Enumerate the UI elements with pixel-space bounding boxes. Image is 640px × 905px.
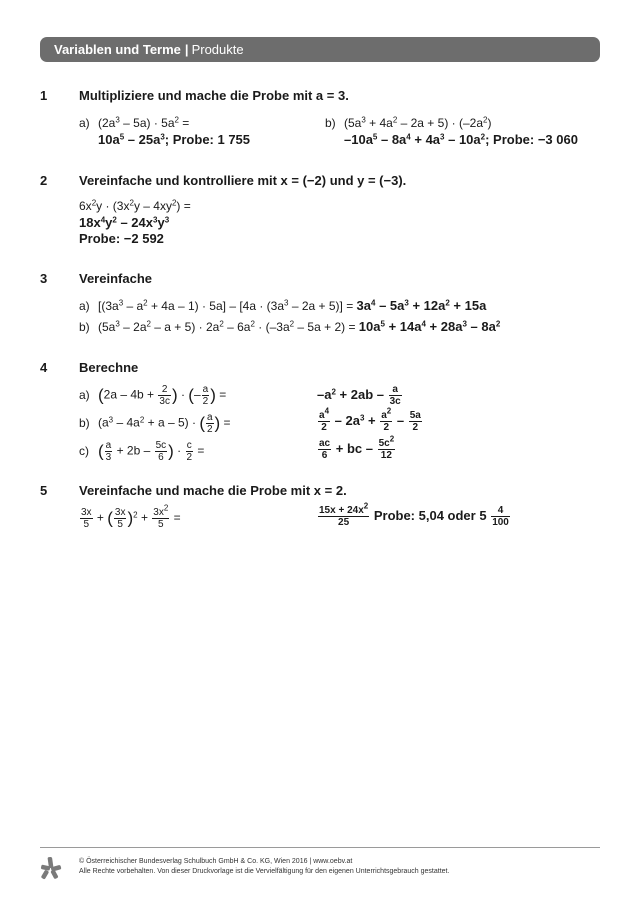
task-number: 1 <box>40 88 48 103</box>
task-1b-probe: ; Probe: −3 060 <box>485 132 578 147</box>
task-1b-answer: $-10a^5 - 8a^4 + 4a^3 - 10a^2$; Probe: −3 060 <box>344 132 578 147</box>
task-number: 3 <box>40 271 48 286</box>
task-4c-expression: c) ( $\frac{a}{3}$ + 2b – $\frac{5c}{6}$ ) · $\frac{c}{2}$ = <box>79 440 205 463</box>
task-2-probe: Probe: −2 592 <box>79 231 164 246</box>
task-2-answer: $18x^4y^2 - 24x^3y^3$ <box>79 215 170 230</box>
task-title: Berechne <box>79 360 139 375</box>
item-label: a) <box>79 299 90 313</box>
page-header <box>40 37 600 62</box>
task-1a-expression: a) $(2a^3 - 5a) \cdot 5a^2$ = <box>79 115 190 130</box>
footer-copyright: © Österreichischer Bundesverlag Schulbuch GmbH & Co. KG, Wien 2016 | www.oebv.at <box>79 858 353 865</box>
task-4a-expression: a) (2a – 4b + $\frac{2}{3c}$ ) · (– $\frac{a}{2}$ ) = <box>79 384 227 407</box>
task-1a-probe: ; Probe: 1 755 <box>164 132 251 147</box>
task-3a: a) $[(3a^3 - a^2 + 4a - 1) \cdot 5a] - [4a \cdot (3a^3 - 2a + 5)] = 3a^4 - 5a^3 + 12a^2 + 15a$ <box>79 298 487 313</box>
task-title: Vereinfache <box>79 271 152 286</box>
item-label: a) <box>79 116 90 130</box>
task-4b-expression: b) $(a^3 - 4a^2 + a - 5)$ · ( $\frac{a}{2}$ ) = <box>79 412 231 435</box>
task-5-expression: $\frac{3x}{5}$ + ( $\frac{3x}{5}$ )$^2$ + $\frac{3x^2}{5}$ = <box>81 503 181 530</box>
task-1a-answer: $10a^5 - 25a^3$; Probe: 1 755 <box>98 132 251 147</box>
task-title: Vereinfache und mache die Probe mit x = 2. <box>79 483 347 498</box>
header-title: Variablen und Terme <box>54 42 181 57</box>
task-number: 5 <box>40 483 48 498</box>
task-3b: b) $(5a^3 - 2a^2 - a + 5) \cdot 2a^2 - 6a^2 \cdot (-3a^2 - 5a + 2) = 10a^5 + 14a^4 + 28a^3 - 8a^2$ <box>79 319 501 334</box>
header-separator: | <box>184 42 189 57</box>
task-number: 2 <box>40 173 48 188</box>
task-2-expression: $6x^2y \cdot (3x^2y - 4xy^2)$ = <box>79 198 191 213</box>
item-label: b) <box>79 320 90 334</box>
task-5-probe: Probe: 5,04 oder 5 <box>373 507 487 523</box>
task-1b-expression: b) $(5a^3 + 4a^2 - 2a + 5) \cdot (-2a^2)$ <box>325 115 492 130</box>
task-number: 4 <box>40 360 48 375</box>
task-title: Vereinfache und kontrolliere mit x = (−2) und y = (−3). <box>79 173 407 188</box>
item-label: a) <box>79 387 90 402</box>
footer-rights: Alle Rechte vorbehalten. Von dieser Druckvorlage ist die Vervielfältigung für den eigenen Unterrichtsgebrauch gestattet. <box>79 868 450 875</box>
task-3a-answer: $3a^4 - 5a^3 + 12a^2 + 15a$ <box>356 298 487 313</box>
task-4a-answer: $-a^2 + 2ab$ – $\frac{a}{3c}$ <box>317 384 401 407</box>
header-subtitle: Produkte <box>191 42 244 57</box>
task-title: Multipliziere und mache die Probe mit a = 3. <box>79 88 349 103</box>
footer-divider <box>40 847 600 848</box>
publisher-logo-icon <box>40 856 62 880</box>
task-3b-answer: $10a^5 + 14a^4 + 28a^3 - 8a^2$ <box>358 319 501 334</box>
task-4c-answer: $\frac{ac}{6}$ + bc – $\frac{5c^2}{12}$ <box>319 434 395 461</box>
item-label: c) <box>79 443 89 458</box>
task-5-answer: $\frac{15x + 24x^2}{25}$ Probe: 5,04 oder 5 $\frac{4}{100}$ <box>319 501 509 528</box>
item-label: b) <box>79 415 90 430</box>
item-label: b) <box>325 116 336 130</box>
task-4b-answer: $\frac{a^4}{2}$ – $2a^3$ + $\frac{a^2}{2}$ – $\frac{5a}{2}$ <box>319 406 421 433</box>
